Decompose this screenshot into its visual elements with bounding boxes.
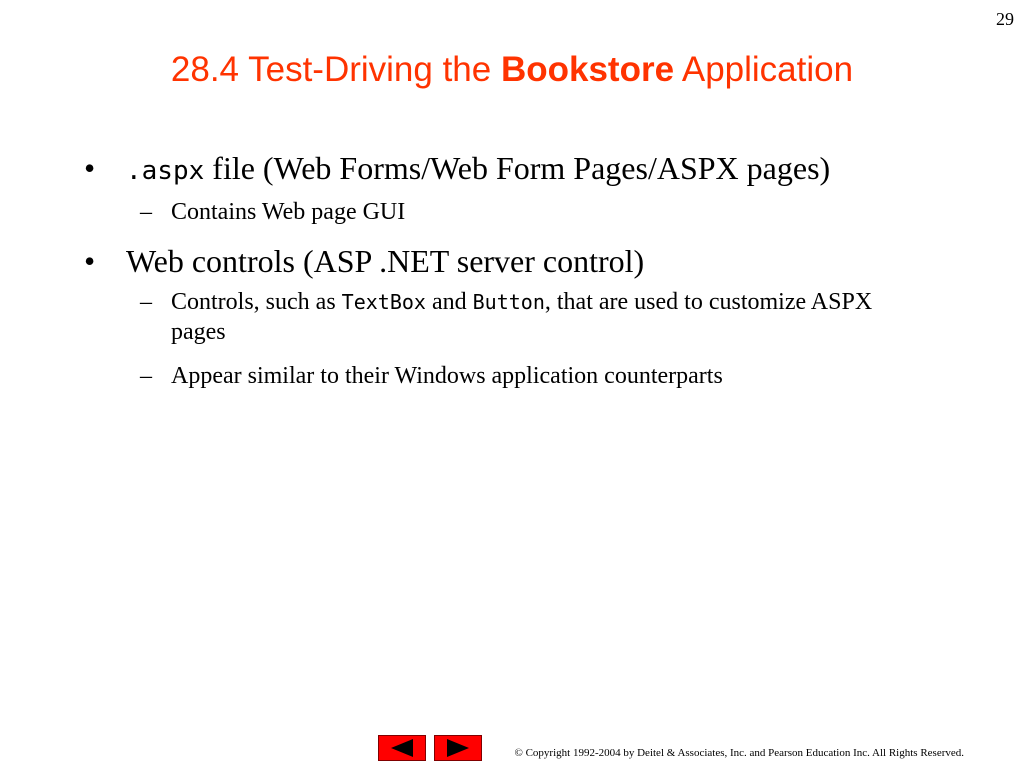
slide-navigation — [378, 735, 482, 761]
next-arrow-icon — [447, 739, 469, 757]
previous-arrow-icon — [391, 739, 413, 757]
previous-slide-button[interactable] — [378, 735, 426, 761]
slide-content — [84, 148, 904, 405]
code-textbox: TextBox — [341, 290, 426, 314]
sub-text-a: Controls, such as — [171, 289, 342, 315]
sub-item-gui — [84, 197, 904, 227]
bullet-marker: • — [84, 243, 96, 279]
title-suffix: Application — [674, 50, 854, 89]
slide-title — [0, 46, 1024, 94]
sub-dash: – — [140, 199, 152, 225]
bullet-item-web-controls — [84, 241, 904, 281]
sub-text: Contains Web page GUI — [171, 199, 406, 225]
next-slide-button[interactable] — [434, 735, 482, 761]
sub-item-appearance — [84, 361, 904, 391]
code-aspx: .aspx — [126, 156, 205, 186]
sub-dash: – — [140, 289, 152, 315]
code-button: Button — [472, 290, 545, 314]
copyright-footer: © Copyright 1992-2004 by Deitel & Associates, Inc. and Pearson Education Inc. All Rights Reserved. — [514, 747, 964, 759]
sub-text-c: , that are used to customize ASPX pages — [171, 289, 873, 345]
bullet-marker: • — [84, 150, 96, 186]
bullet-text: Web controls (ASP .NET server control) — [126, 243, 645, 279]
title-bold-word: Bookstore — [500, 50, 675, 89]
page-number: 29 — [996, 9, 1014, 29]
sub-text-b: and — [425, 289, 473, 315]
sub-item-controls — [84, 287, 904, 347]
title-prefix: 28.4 Test-Driving the — [170, 50, 501, 89]
bullet-item-aspx-file — [84, 148, 904, 191]
sub-text: Appear similar to their Windows application counterparts — [171, 363, 723, 389]
bullet-text: file (Web Forms/Web Form Pages/ASPX pages) — [204, 150, 831, 186]
sub-dash: – — [140, 363, 152, 389]
